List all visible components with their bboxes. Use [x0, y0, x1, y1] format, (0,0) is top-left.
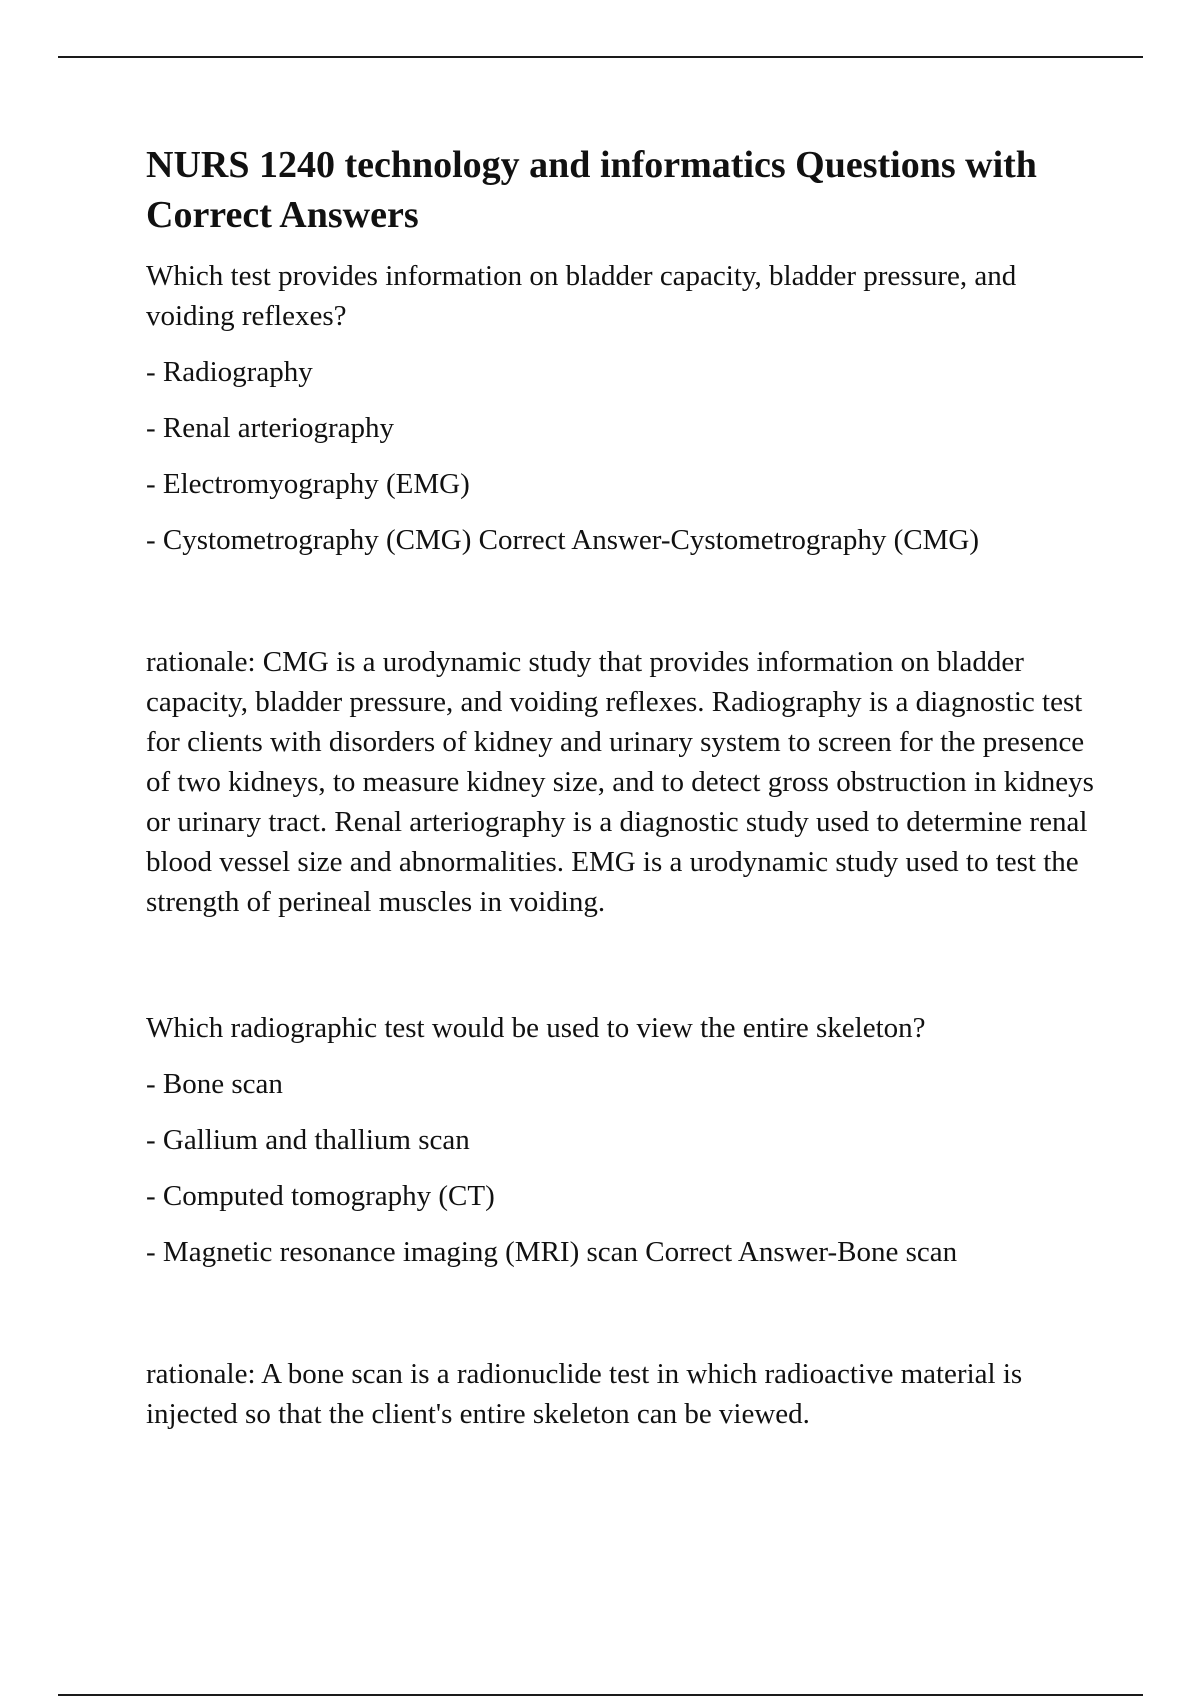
footer-rule	[58, 1694, 1143, 1696]
question-2-rationale: rationale: A bone scan is a radionuclide test in which radioactive material is injected so that the client's entire skeleton can be viewed.	[146, 1358, 1023, 1430]
question-2-option-3: - Computed tomography (CT)	[146, 1180, 495, 1212]
document-body	[146, 140, 1096, 1434]
document-title: NURS 1240 technology and informatics Questions with Correct Answers	[146, 144, 1037, 236]
question-1-option-3: - Electromyography (EMG)	[146, 468, 470, 500]
question-2-option-4: - Magnetic resonance imaging (MRI) scan Correct Answer-Bone scan	[146, 1236, 958, 1268]
question-2-option-2: - Gallium and thallium scan	[146, 1124, 470, 1156]
question-2-text: Which radiographic test would be used to view the entire skeleton?	[146, 1012, 926, 1044]
question-1	[146, 256, 1096, 922]
spacer	[146, 560, 1096, 642]
question-1-option-2: - Renal arteriography	[146, 412, 395, 444]
question-1-text: Which test provides information on bladder capacity, bladder pressure, and voiding reflexes?	[146, 260, 1017, 332]
header-rule	[58, 56, 1143, 58]
question-1-option-1: - Radiography	[146, 356, 313, 388]
question-2	[146, 1008, 1096, 1434]
question-2-option-1: - Bone scan	[146, 1068, 283, 1100]
question-1-rationale: rationale: CMG is a urodynamic study that provides information on bladder capacity, bladder pressure, and voiding reflexes. Radiography is a diagnostic test for clients with disorders of kidney and urinary system to screen for the presence of two kidneys, to measure kidney size, and to detect gross obstruction in kidneys or urinary tract. Renal arteriography is a diagnostic study used to determine renal blood vessel size and abnormalities. EMG is a urodynamic study used to test the strength of perineal muscles in voiding.	[146, 646, 1094, 918]
spacer	[146, 1272, 1096, 1354]
spacer	[146, 922, 1096, 1008]
question-1-option-4: - Cystometrography (CMG) Correct Answer-Cystometrography (CMG)	[146, 524, 980, 556]
